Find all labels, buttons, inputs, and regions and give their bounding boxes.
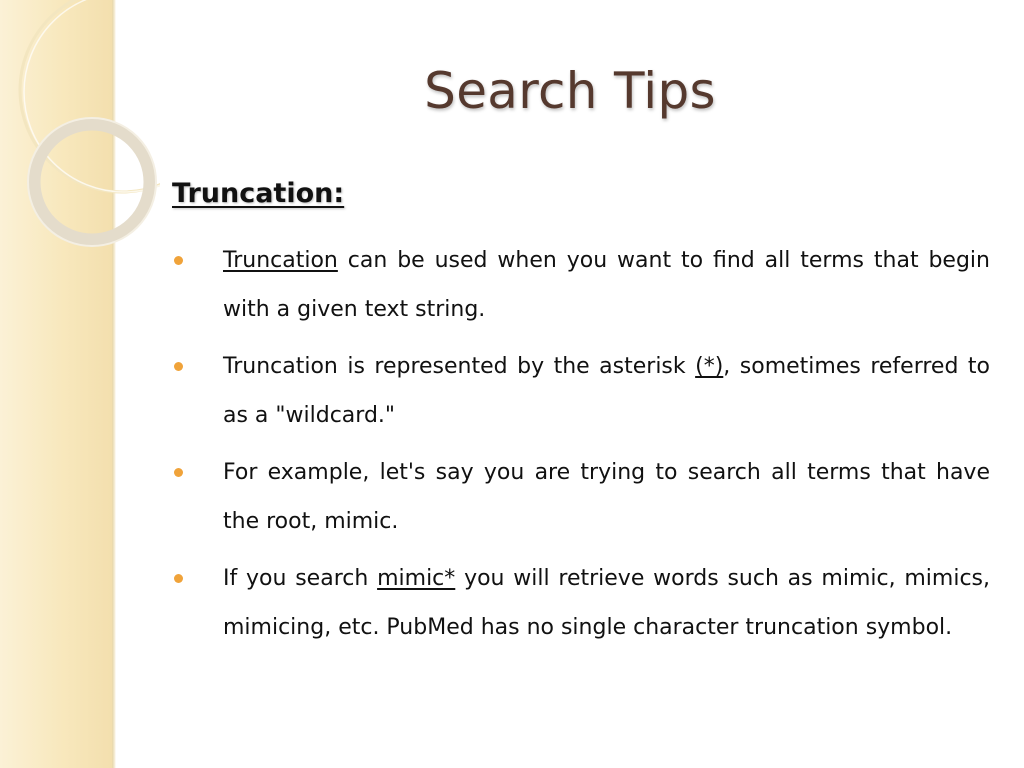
bullet-item bbox=[172, 236, 990, 334]
section-heading: Truncation: bbox=[172, 178, 345, 209]
underlined-term: Truncation bbox=[223, 248, 338, 273]
bullet-text: can be used when you want to find all terms that begin with a given text string. bbox=[223, 248, 990, 322]
deco-circle-ring bbox=[34, 124, 150, 240]
bullet-marker-icon bbox=[174, 574, 183, 583]
bullet-marker-icon bbox=[174, 362, 183, 371]
slide-title: Search Tips bbox=[424, 62, 716, 120]
bullet-list bbox=[172, 236, 990, 660]
bullet-text: you will retrieve words such as mimic, mimics, mimicing, etc. PubMed has no single character truncation symbol. bbox=[223, 566, 991, 640]
bullet-item bbox=[172, 448, 990, 546]
underlined-term: mimic* bbox=[377, 566, 456, 591]
bullet-text: If you search bbox=[223, 566, 378, 591]
bullet-text: Truncation is represented by the asterisk bbox=[223, 354, 696, 379]
bullet-marker-icon bbox=[174, 468, 183, 477]
decorative-circles bbox=[0, 0, 160, 300]
bullet-item bbox=[172, 554, 990, 652]
deco-circle-ring-outline bbox=[28, 118, 156, 246]
bullet-marker-icon bbox=[174, 256, 183, 265]
underlined-term: (*) bbox=[695, 354, 724, 379]
bullet-text: For example, let's say you are trying to search all terms that have the root, mimic. bbox=[223, 460, 990, 534]
bullet-text: , sometimes referred to as a "wildcard." bbox=[223, 354, 990, 428]
bullet-item bbox=[172, 342, 990, 440]
